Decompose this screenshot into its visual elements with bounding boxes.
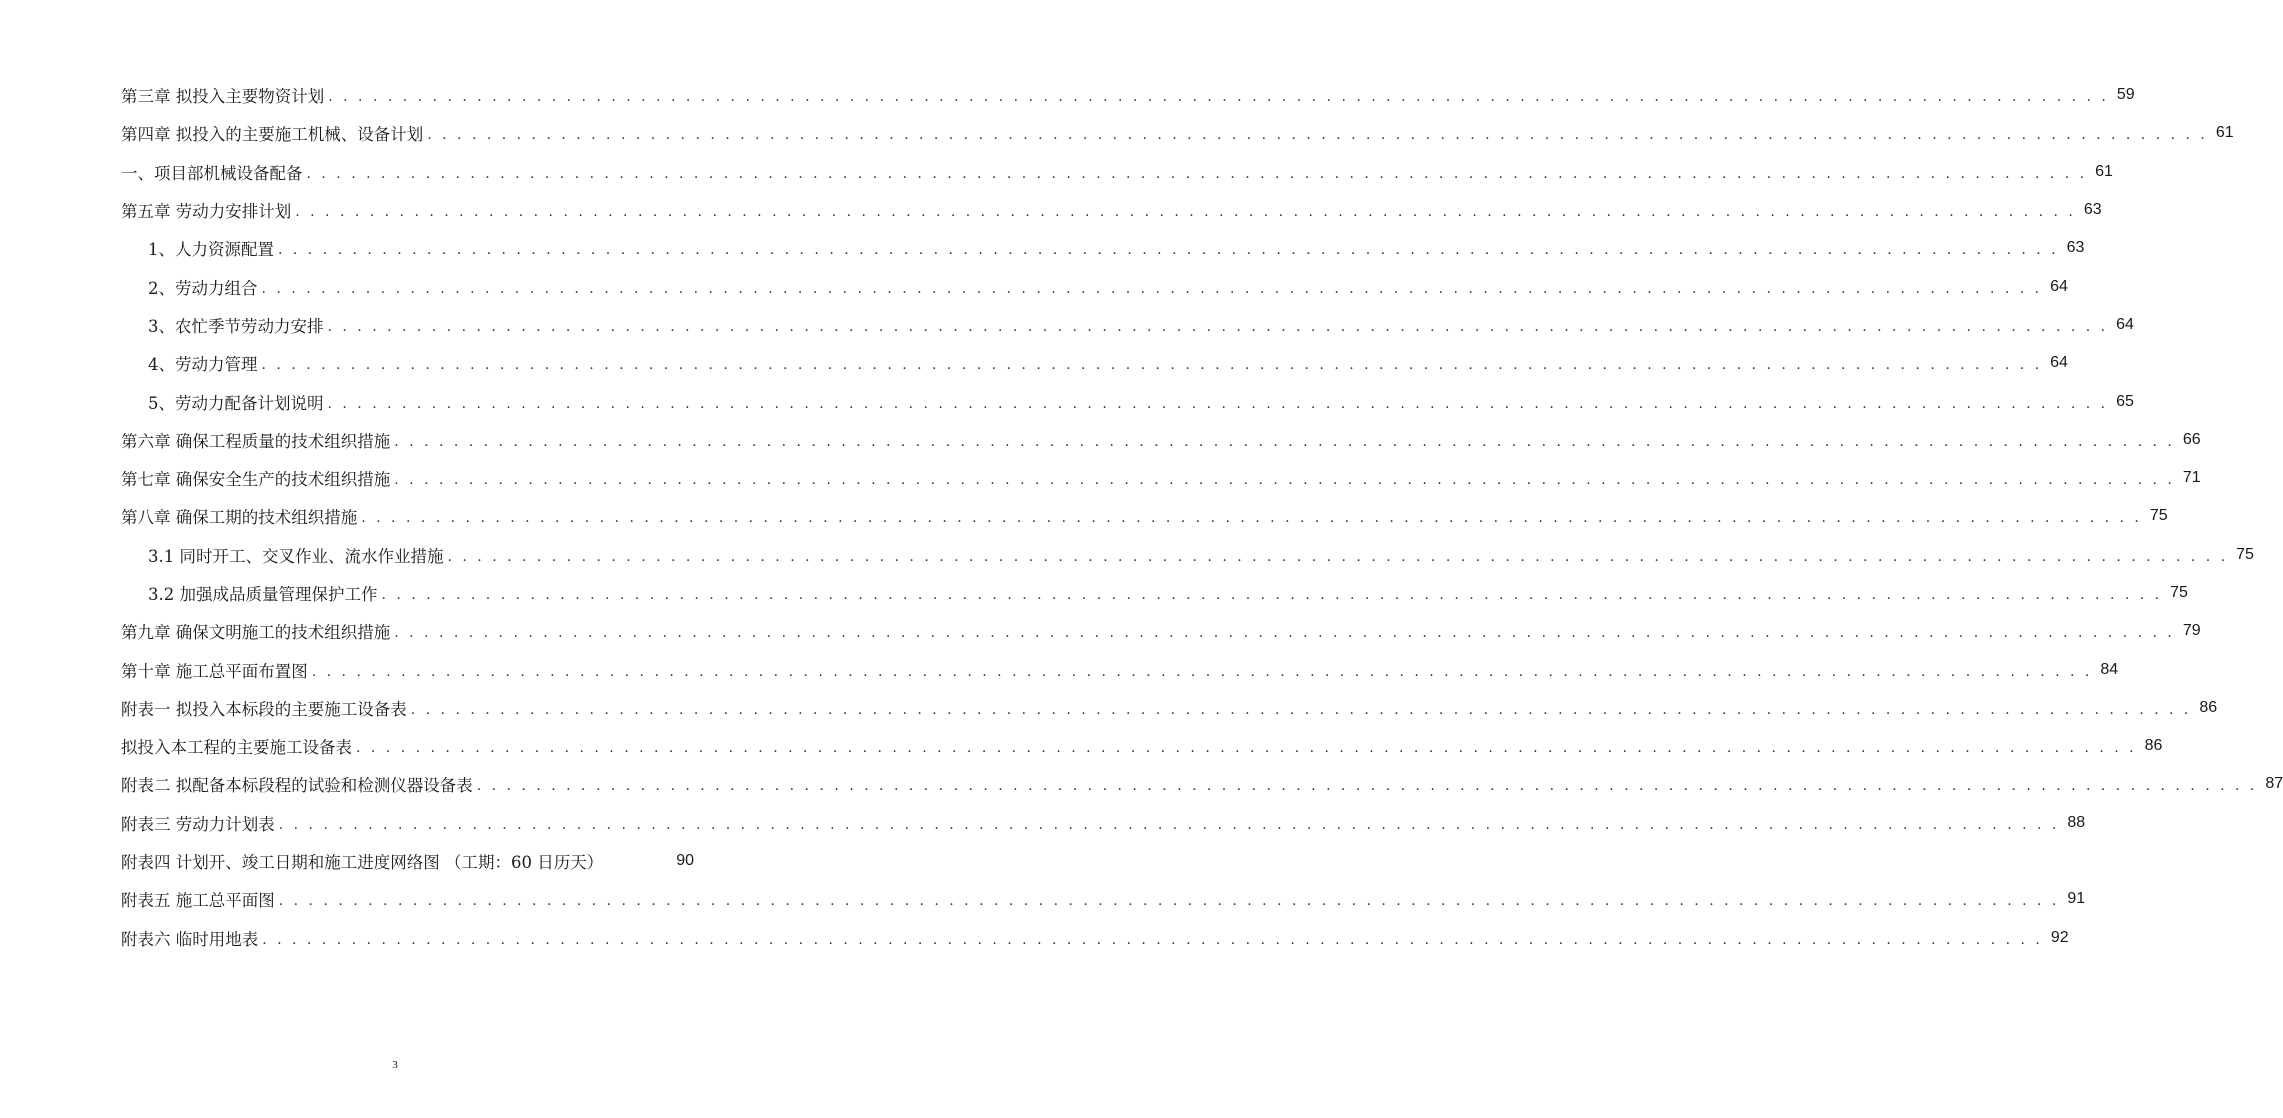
toc-entry bbox=[0, 267, 2068, 305]
toc-entry bbox=[0, 497, 2168, 535]
toc-dot-leader: . . . . . . . . . . . . . . . . . . . . . . . . . . . . . . . . . . . . . . . . . . . . . . . . . . . . . . . . . . . . . . . . . . . . . . . . . . . . . . . . . . . . . . . . . . . . . . . . . . . . . . . . . . . . . . . . . . . . . . . . bbox=[306, 165, 2088, 182]
toc-dot-leader: . . . . . . . . . . . . . . . . . . . . . . . . . . . . . . . . . . . . . . . . . . . . . . . . . . . . . . . . . . . . . . . . . . . . . . . . . . . . . . . . . . . . . . . . . . . . . . . . . . . . . . . . . . . . . . . . . . . . . . . . bbox=[278, 816, 2060, 833]
toc-entry bbox=[0, 842, 790, 880]
toc-entry-title: 第五章 劳动力安排计划 bbox=[121, 202, 292, 222]
toc-dot-leader: . . . . . . . . . . . . . . . . . . . . . . . . . . . . . . . . . . . . . . . . . . . . . . . . . . . . . . . . . . . . . . . . . . . . . . . . . . . . . . . . . . . . . . . . . . . . . . . . . . . . . . . . . . . . . . . . . . . . . . . . bbox=[447, 548, 2229, 565]
toc-entry-page: 63 bbox=[2083, 201, 2102, 219]
toc-entry-title: 3、农忙季节劳动力安排 bbox=[148, 316, 324, 336]
toc-entry bbox=[0, 421, 2201, 459]
toc-entry-page: 65 bbox=[2116, 392, 2134, 410]
toc-entry bbox=[0, 306, 2134, 344]
toc-entry-page: 91 bbox=[2067, 890, 2086, 908]
toc-entry-title: 4、劳动力管理 bbox=[148, 355, 258, 375]
toc-entry bbox=[0, 153, 2113, 191]
toc-dot-leader: . . . . . . . . . . . . . . . . . . . . . . . . . . . . . . . . . . . . . . . . . . . . . . . . . . . . . . . . . . . . . . . . . . . . . . . . . . . . . . . . . . . . . . . . . . . . . . . . . . . . . . . . . . . . . . . . . . . . . . . . bbox=[295, 204, 2076, 221]
toc-entry-title: 附表六 临时用地表 bbox=[121, 929, 259, 949]
toc-entry-page: 75 bbox=[2170, 584, 2188, 601]
toc-entry bbox=[0, 689, 2218, 727]
toc-entry-page: 75 bbox=[2149, 507, 2168, 525]
toc-entry bbox=[0, 459, 2201, 497]
toc-entry-title: 1、人力资源配置 bbox=[148, 240, 274, 260]
page-number: 3 bbox=[392, 1059, 398, 1071]
toc-dot-leader: . . . . . . . . . . . . . . . . . . . . . . . . . . . . . . . . . . . . . . . . . . . . . . . . . . . . . . . . . . . . . . . . . . . . . . . . . . . . . . . . . . . . . . . . . . . . . . . . . . . . . . . . . . . . . . . . . . . . . . . . bbox=[356, 740, 2137, 757]
toc-entry bbox=[0, 76, 2135, 114]
toc-dot-leader: . . . . . . . . . . . . . . . . . . . . . . . . . . . . . . . . . . . . . . . . . . . . . . . . . . . . . . . . . . . . . . . . . . . . . . . . . . . . . . . . . . . . . . . . . . . . . . . . . . . . . . . . . . . . . . . . . . . . . . . . bbox=[311, 663, 2093, 680]
toc-entry-page: 75 bbox=[2236, 545, 2254, 563]
toc-entry-page: 59 bbox=[2116, 86, 2135, 104]
toc-entry bbox=[0, 650, 2119, 688]
toc-dot-leader: . . . . . . . . . . . . . . . . . . . . . . . . . . . . . . . . . . . . . . . . . . . . . . . . . . . . . . . . . . . . . . . . . . . . . . . . . . . . . . . . . . . . . . . . . . . . . . . . . . . . . . . . . . . . . . . . . . . . . . . . bbox=[327, 318, 2109, 335]
toc-entry-page: 79 bbox=[2182, 622, 2201, 640]
toc-entry-title: 3.1 同时开工、交叉作业、流水作业措施 bbox=[148, 546, 444, 566]
toc-entry-page: 64 bbox=[2050, 354, 2068, 372]
toc-dot-leader: . . . . . . . . . . . . . . . . . . . . . . . . . . . . . . . . . . . . . . . . . . . . . . . . . . . . . . . . . . . . . . . . . . . . . . . . . . . . . . . . . . . . . . . . . . . . . . . . . . . . . . . . . . . . . . . . . . . . . . . . bbox=[327, 395, 2109, 412]
toc-dot-leader: . . . . . . . . . . . . . . . . . . . . . . . . . . . . . . . . . . . . . . . . . . . . . . . . . . . . . . . . . . . . . . . . . . . . . . . . . . . . . . . . . . . . . . . . . . . . . . . . . . . . . . . . . . . . . . . . . . . . . . . . bbox=[262, 931, 2043, 948]
toc-entry-page: 90 bbox=[676, 852, 694, 870]
toc-entry bbox=[0, 919, 2069, 957]
toc-entry-page: 64 bbox=[2050, 277, 2068, 295]
toc-entry bbox=[0, 229, 2085, 267]
toc-dot-leader: . . . . . . . . . . . . . . . . . . . . . . . . . . . . . . . . . . . . . . . . . . . . . . . . . . . . . . . . . . . . . . . . . . . . . . . . . . . . . . . . . . . . . . . . . . . . . . . . . . . . . . . . . . . . . . . . . . . . . . . . bbox=[261, 280, 2043, 297]
toc-entry-title: 一、项目部机械设备配备 bbox=[121, 163, 303, 183]
toc-entry-title: 第十章 施工总平面布置图 bbox=[121, 661, 308, 681]
toc-dot-leader: . . . . . . . . . . . . . . . . . . . . . . . . . . . . . . . . . . . . . . . . . . . . . . . . . . . . . . . . . . . . . . . . . . . . . . . . . . . . . . . . . . . . . . . . . . . . . . . . . . . . . . . . . . . . . . . . . . . . . . . . bbox=[261, 357, 2043, 374]
toc-entry-title: 第四章 拟投入的主要施工机械、设备计划 bbox=[121, 125, 424, 145]
toc-entry-title: 2、劳动力组合 bbox=[148, 278, 258, 298]
toc-entry-title: 拟投入本工程的主要施工设备表 bbox=[121, 738, 352, 758]
table-of-contents bbox=[0, 76, 2283, 957]
toc-entry-title: 附表二 拟配备本标段程的试验和检测仪器设备表 bbox=[121, 776, 473, 796]
toc-entry-title: 附表四 计划开、竣工日期和施工进度网络图 （工期：60 日历天） bbox=[121, 853, 604, 873]
toc-entry-page: 64 bbox=[2116, 315, 2134, 333]
toc-entry-page: 61 bbox=[2215, 124, 2234, 142]
toc-entry-title: 第三章 拟投入主要物资计划 bbox=[121, 87, 325, 107]
toc-entry-page: 86 bbox=[2199, 698, 2218, 716]
toc-entry-title: 第六章 确保工程质量的技术组织措施 bbox=[121, 431, 391, 451]
toc-dot-leader: . . . . . . . . . . . . . . . . . . . . . . . . . . . . . . . . . . . . . . . . . . . . . . . . . . . . . . . . . . . . . . . . . . . . . . . . . . . . . . . . . . . . . . . . . . . . . . . . . . . . . . . . . . . . . . . . . . . . . . . . bbox=[381, 587, 2163, 603]
toc-entry-page: 63 bbox=[2066, 239, 2085, 257]
toc-entry bbox=[0, 574, 2188, 612]
toc-entry-title: 附表三 劳动力计划表 bbox=[121, 814, 275, 834]
toc-entry-title: 附表五 施工总平面图 bbox=[121, 891, 275, 911]
toc-entry-page: 84 bbox=[2100, 660, 2119, 678]
toc-entry bbox=[0, 191, 2102, 229]
toc-dot-leader: . . . . . . . . . . . . . . . . . . . . . . . . . . . . . . . . . . . . . . . . . . . . . . . . . . . . . . . . . . . . . . . . . . . . . . . . . . . . . . . . . . . . . . . . . . . . . . . . . . . . . . . . . . . . . . . . . . . . . . . . bbox=[427, 127, 2208, 144]
toc-entry-title: 第八章 确保工期的技术组织措施 bbox=[121, 508, 358, 528]
toc-dot-leader: . . . . . . . . . . . . . . . . . . . . . . . . . . . . . . . . . . . . . . . . . . . . . . . . . . . . . . . . . . . . . . . . . . . . . . . . . . . . . . . . . . . . . . . . . . . . . . . . . . . . . . . . . . . . . . . . . . . . . . . . bbox=[361, 510, 2142, 527]
toc-entry-title: 5、劳动力配备计划说明 bbox=[148, 393, 324, 413]
toc-entry bbox=[0, 382, 2134, 420]
toc-dot-leader: . . . . . . . . . . . . . . . . . . . . . . . . . . . . . . . . . . . . . . . . . . . . . . . . . . . . . . . . . . . . . . . . . . . . . . . . . . . . . . . . . . . . . . . . . . . . . . . . . . . . . . . . . . . . . . . . . . . . . . . . bbox=[394, 433, 2175, 450]
toc-dot-leader: . . . . . . . . . . . . . . . . . . . . . . . . . . . . . . . . . . . . . . . . . . . . . . . . . . . . . . . . . . . . . . . . . . . . . . . . . . . . . . . . . . . . . . . . . . . . . . . . . . . . . . . . . . . . . . . . . . . . . . . . bbox=[394, 472, 2175, 489]
toc-dot-leader: . . . . . . . . . . . . . . . . . . . . . . . . . . . . . . . . . . . . . . . . . . . . . . . . . . . . . . . . . . . . . . . . . . . . . . . . . . . . . . . . . . . . . . . . . . . . . . . . . . . . . . . . . . . . . . . . . . . . . . . . bbox=[278, 242, 2059, 259]
toc-entry-page: 61 bbox=[2095, 162, 2113, 180]
toc-entry-page: 66 bbox=[2182, 430, 2201, 448]
toc-entry-title: 3.2 加强成品质量管理保护工作 bbox=[148, 585, 378, 604]
toc-dot-leader: . . . . . . . . . . . . . . . . . . . . . . . . . . . . . . . . . . . . . . . . . . . . . . . . . . . . . . . . . . . . . . . . . . . . . . . . . . . . . . . . . . . . . . . . . . . . . . . . . . . . . . . . . . . . . . . . . . . . . . . . bbox=[328, 89, 2109, 106]
toc-entry-page: 92 bbox=[2050, 928, 2069, 946]
toc-entry-title: 第九章 确保文明施工的技术组织措施 bbox=[121, 623, 391, 643]
toc-dot-leader: . . . . . . . . . . . . . . . . . . . . . . . . . . . . . . . . . . . . . . . . . . . . . . . . . . . . . . . . . . . . . . . . . . . . . . . . . . . . . . . . . . . . . . . . . . . . . . . . . . . . . . . . . . . . . . . . . . . . . . . . bbox=[394, 625, 2175, 642]
toc-entry bbox=[0, 114, 2234, 152]
toc-entry-page: 86 bbox=[2144, 737, 2163, 755]
toc-entry-page: 71 bbox=[2182, 469, 2201, 487]
toc-entry bbox=[0, 880, 2086, 918]
toc-entry bbox=[0, 765, 2283, 803]
toc-entry-title: 第七章 确保安全生产的技术组织措施 bbox=[121, 470, 391, 490]
toc-dot-leader bbox=[607, 859, 656, 863]
toc-entry bbox=[0, 727, 2163, 765]
toc-entry bbox=[0, 804, 2086, 842]
toc-entry-page: 88 bbox=[2067, 813, 2086, 831]
toc-dot-leader: . . . . . . . . . . . . . . . . . . . . . . . . . . . . . . . . . . . . . . . . . . . . . . . . . . . . . . . . . . . . . . . . . . . . . . . . . . . . . . . . . . . . . . . . . . . . . . . . . . . . . . . . . . . . . . . . . . . . . . . . bbox=[476, 778, 2258, 795]
toc-entry-title: 附表一 拟投入本标段的主要施工设备表 bbox=[121, 699, 407, 719]
toc-entry bbox=[0, 344, 2068, 382]
toc-entry-page: 87 bbox=[2265, 775, 2283, 793]
toc-entry bbox=[0, 612, 2201, 650]
toc-entry bbox=[0, 536, 2254, 574]
toc-dot-leader: . . . . . . . . . . . . . . . . . . . . . . . . . . . . . . . . . . . . . . . . . . . . . . . . . . . . . . . . . . . . . . . . . . . . . . . . . . . . . . . . . . . . . . . . . . . . . . . . . . . . . . . . . . . . . . . . . . . . . . . . bbox=[410, 701, 2192, 718]
toc-dot-leader: . . . . . . . . . . . . . . . . . . . . . . . . . . . . . . . . . . . . . . . . . . . . . . . . . . . . . . . . . . . . . . . . . . . . . . . . . . . . . . . . . . . . . . . . . . . . . . . . . . . . . . . . . . . . . . . . . . . . . . . . bbox=[278, 893, 2060, 910]
